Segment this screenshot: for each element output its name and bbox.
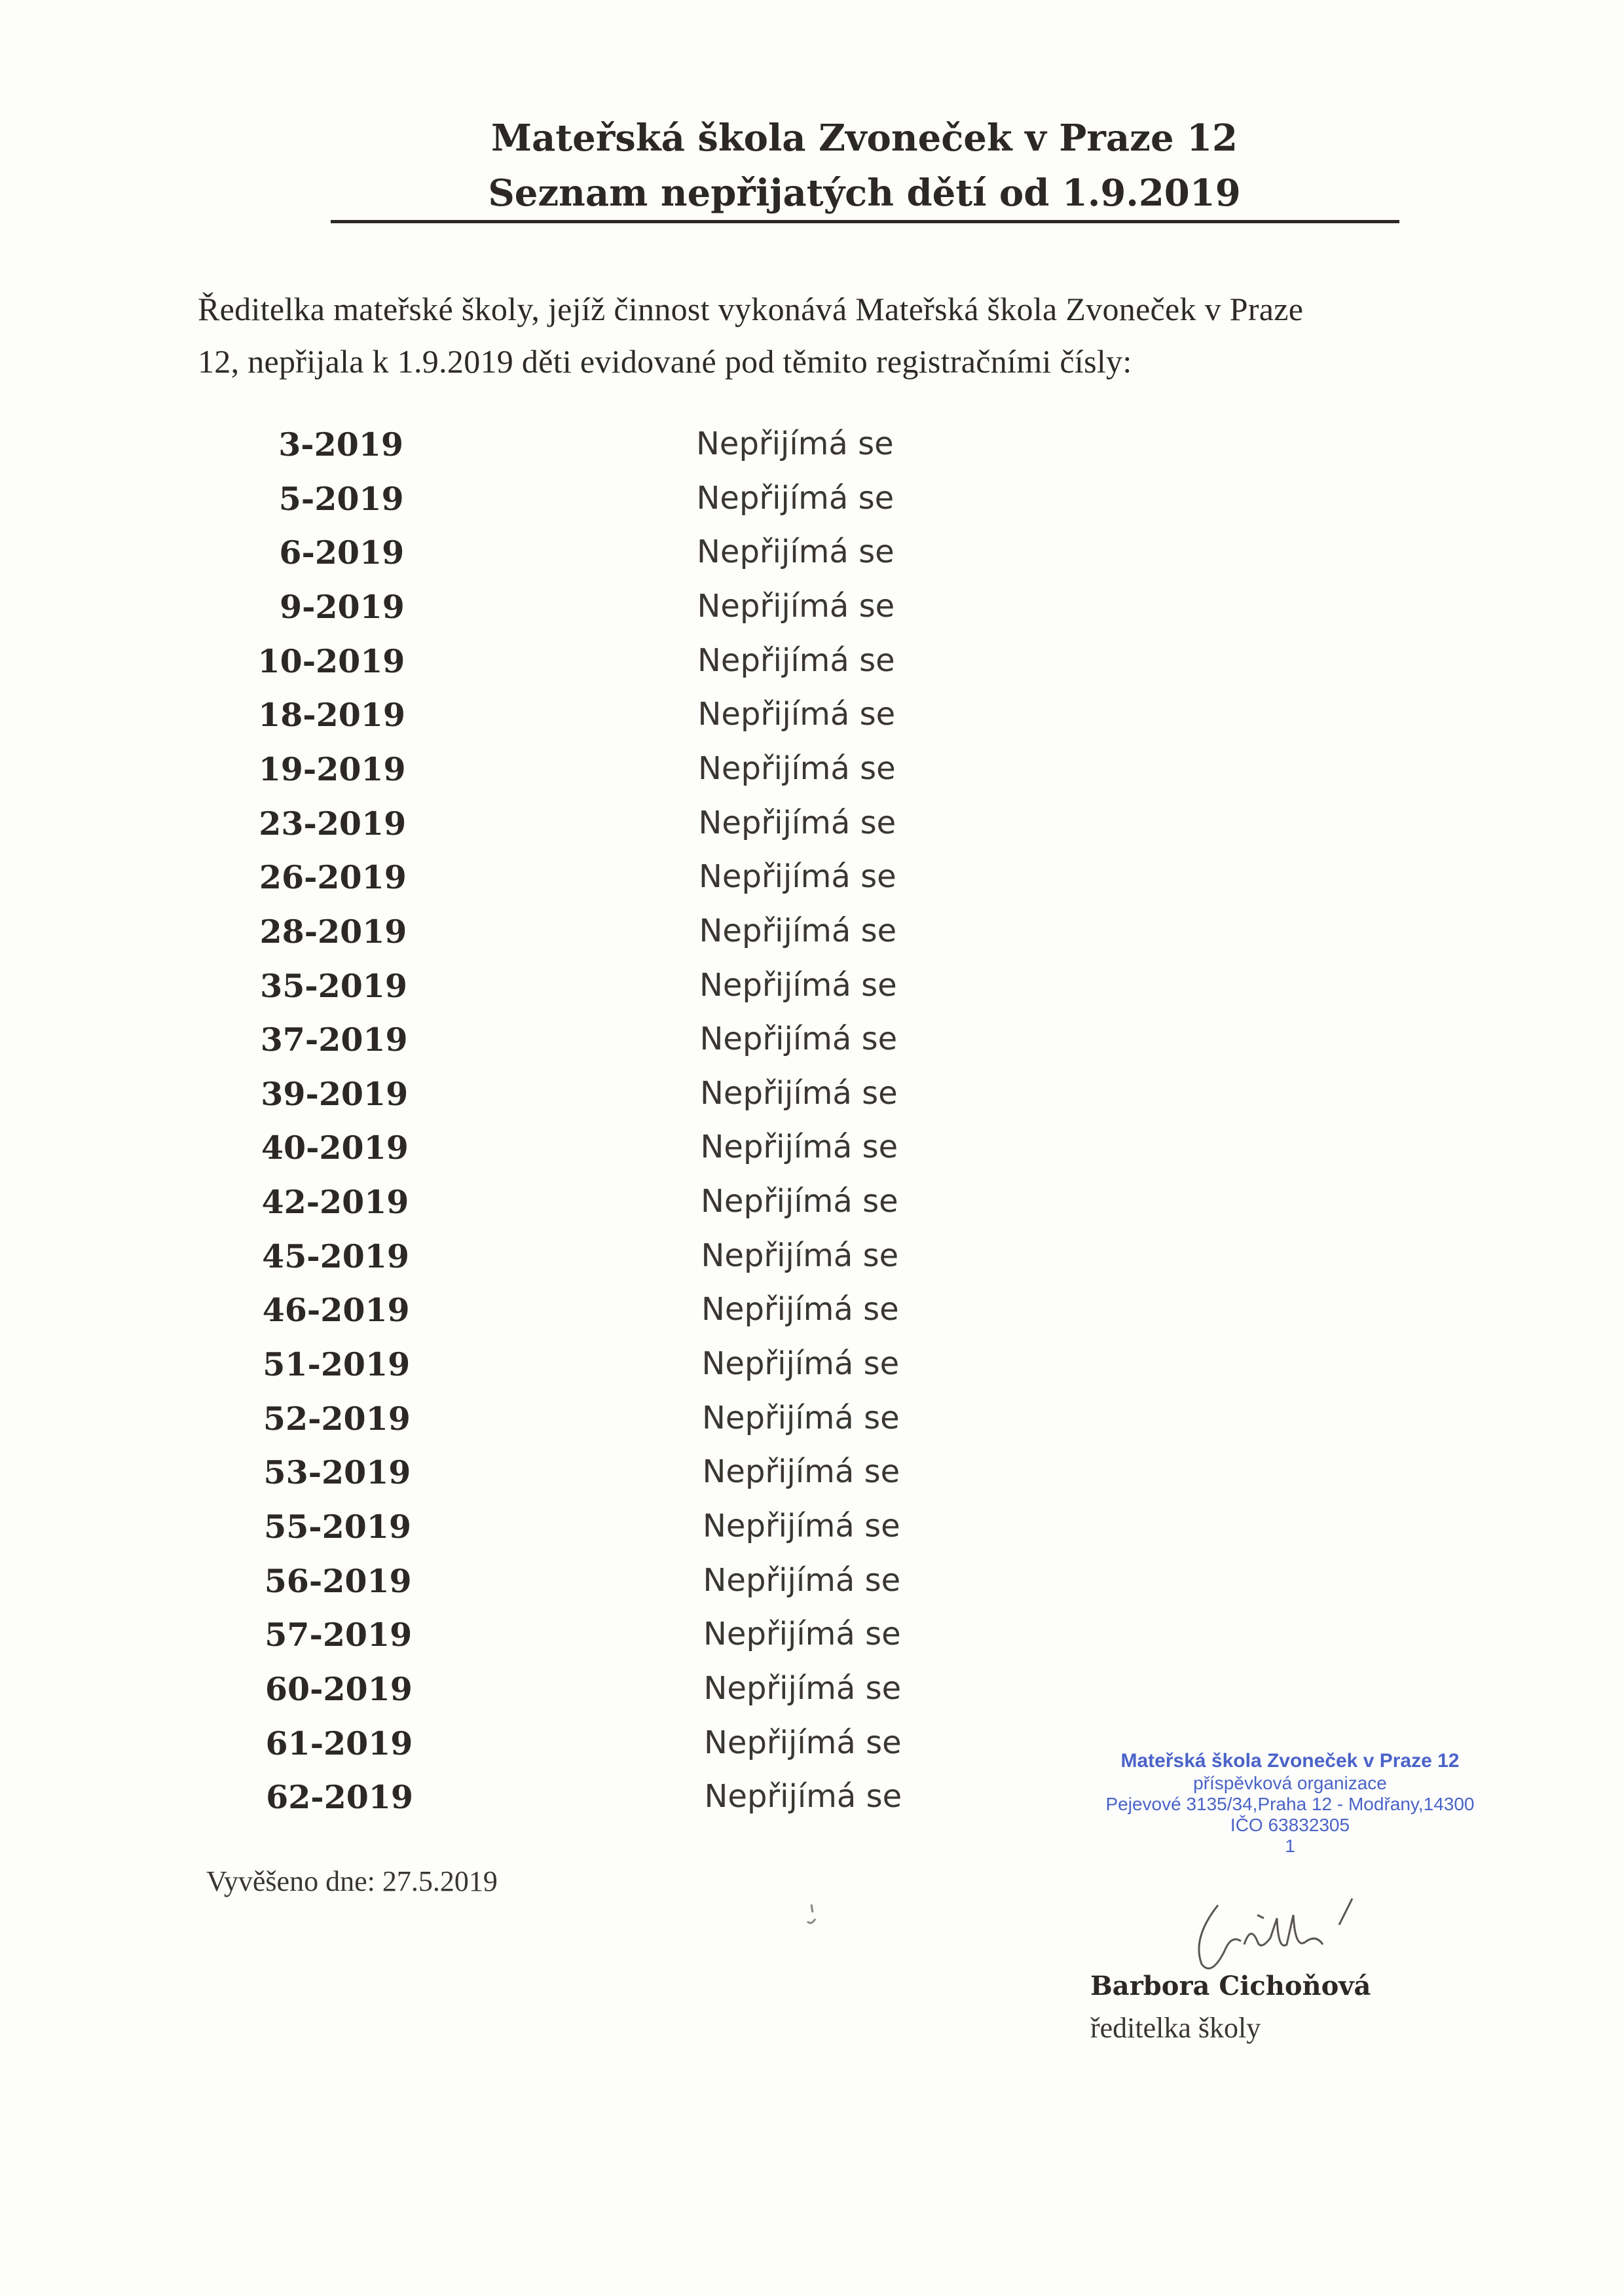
registration-number: 60-2019 (265, 1669, 413, 1708)
list-item (0, 696, 1624, 750)
registration-number: 51-2019 (263, 1345, 411, 1384)
admission-status: Nepřijímá se (704, 1778, 902, 1815)
signer-name: Barbora Cichoňová (1090, 1971, 1371, 2001)
registration-number: 39-2019 (261, 1074, 409, 1113)
admission-status: Nepřijímá se (696, 426, 894, 462)
list-item (0, 1183, 1624, 1237)
admission-status: Nepřijímá se (699, 966, 897, 1004)
pen-mark (802, 1902, 822, 1928)
admission-status: Nepřijímá se (703, 1616, 901, 1653)
admission-status: Nepřijímá se (704, 1724, 902, 1761)
registration-number: 3-2019 (278, 426, 403, 464)
admission-status: Nepřijímá se (702, 1399, 900, 1436)
registration-number: 28-2019 (259, 912, 407, 951)
list-item (0, 588, 1624, 642)
signer-role: ředitelka školy (1090, 2012, 1261, 2044)
title-underline (331, 220, 1399, 223)
admission-status: Nepřijímá se (702, 1453, 900, 1491)
document-title: Mateřská škola Zvoneček v Praze 12 (490, 117, 1238, 160)
registration-number: 52-2019 (263, 1399, 411, 1438)
handwritten-signature (1179, 1879, 1395, 1984)
registration-number: 55-2019 (264, 1508, 411, 1546)
admission-status: Nepřijímá se (703, 1508, 900, 1544)
admission-status: Nepřijímá se (697, 587, 895, 625)
registration-number: 35-2019 (260, 966, 407, 1005)
registration-number: 45-2019 (262, 1237, 409, 1275)
list-item (0, 1345, 1624, 1399)
list-item (0, 1021, 1624, 1074)
posted-date: Vyvěšeno dne: 27.5.2019 (206, 1865, 498, 1897)
registration-number: 9-2019 (280, 587, 405, 626)
intro-line: 12, nepřijala k 1.9.2019 děti evidované pod těmito registračními čísly: (198, 343, 1132, 380)
document-subtitle: Seznam nepřijatých dětí od 1.9.2019 (488, 172, 1241, 215)
list-item (0, 1562, 1624, 1616)
registration-number: 5-2019 (278, 479, 404, 518)
registration-number: 56-2019 (264, 1561, 412, 1600)
school-stamp (1061, 1749, 1519, 1857)
registration-number: 10-2019 (257, 642, 405, 680)
registration-number: 23-2019 (259, 804, 407, 843)
registration-number: 46-2019 (262, 1291, 410, 1330)
admission-status: Nepřijímá se (699, 912, 897, 949)
list-item (0, 750, 1624, 804)
registration-number: 57-2019 (265, 1616, 413, 1654)
list-item (0, 480, 1624, 534)
stamp-school-name: Mateřská škola Zvoneček v Praze 12 (1120, 1750, 1460, 1772)
admission-status: Nepřijímá se (699, 1021, 898, 1058)
list-item (0, 1075, 1624, 1129)
list-item (0, 1237, 1624, 1291)
admission-status: Nepřijímá se (701, 1345, 900, 1383)
registration-number: 6-2019 (279, 534, 405, 572)
admission-status: Nepřijímá se (701, 1237, 899, 1274)
registration-number: 40-2019 (261, 1129, 409, 1167)
list-item (0, 1508, 1624, 1561)
list-item (0, 967, 1624, 1021)
admission-status: Nepřijímá se (696, 479, 895, 517)
registration-number: 19-2019 (258, 750, 406, 788)
list-item (0, 1453, 1624, 1507)
registration-number: 42-2019 (261, 1183, 409, 1222)
list-item (0, 805, 1624, 858)
list-item (0, 426, 1624, 479)
admission-status: Nepřijímá se (700, 1074, 898, 1112)
list-item (0, 534, 1624, 587)
admission-status: Nepřijímá se (701, 1291, 899, 1328)
admission-status: Nepřijímá se (697, 696, 896, 733)
stamp-address: Pejevové 3135/34,Praha 12 - Modřany,14300 (1105, 1794, 1475, 1814)
stamp-ico: IČO 63832305 (1230, 1815, 1350, 1835)
list-item (0, 1670, 1624, 1724)
list-item (0, 1129, 1624, 1182)
admission-status: Nepřijímá se (699, 858, 896, 896)
list-item (0, 1616, 1624, 1669)
registration-number: 53-2019 (263, 1453, 411, 1492)
list-item (0, 642, 1624, 696)
stamp-number: 1 (1285, 1836, 1295, 1856)
intro-line: Ředitelka mateřské školy, jejíž činnost vykonává Mateřská škola Zvoneček v Praze (198, 291, 1304, 327)
registration-number: 62-2019 (266, 1778, 413, 1817)
list-item (0, 1291, 1624, 1345)
admission-status: Nepřijímá se (698, 804, 896, 841)
admission-status: Nepřijímá se (698, 750, 896, 787)
stamp-org-type: příspěvková organizace (1193, 1773, 1387, 1793)
registration-number: 26-2019 (259, 858, 407, 897)
intro-paragraph (198, 283, 1540, 388)
registration-number: 37-2019 (260, 1021, 408, 1059)
admission-status: Nepřijímá se (700, 1129, 898, 1166)
list-item (0, 858, 1624, 912)
admission-status: Nepřijímá se (703, 1669, 902, 1707)
admission-status: Nepřijímá se (701, 1183, 898, 1220)
registration-number: 61-2019 (265, 1724, 413, 1762)
list-item (0, 1400, 1624, 1453)
admission-status: Nepřijímá se (703, 1561, 901, 1599)
list-item (0, 913, 1624, 966)
admission-status: Nepřijímá se (697, 534, 895, 571)
registration-number: 18-2019 (258, 696, 405, 735)
admission-status: Nepřijímá se (697, 642, 895, 679)
